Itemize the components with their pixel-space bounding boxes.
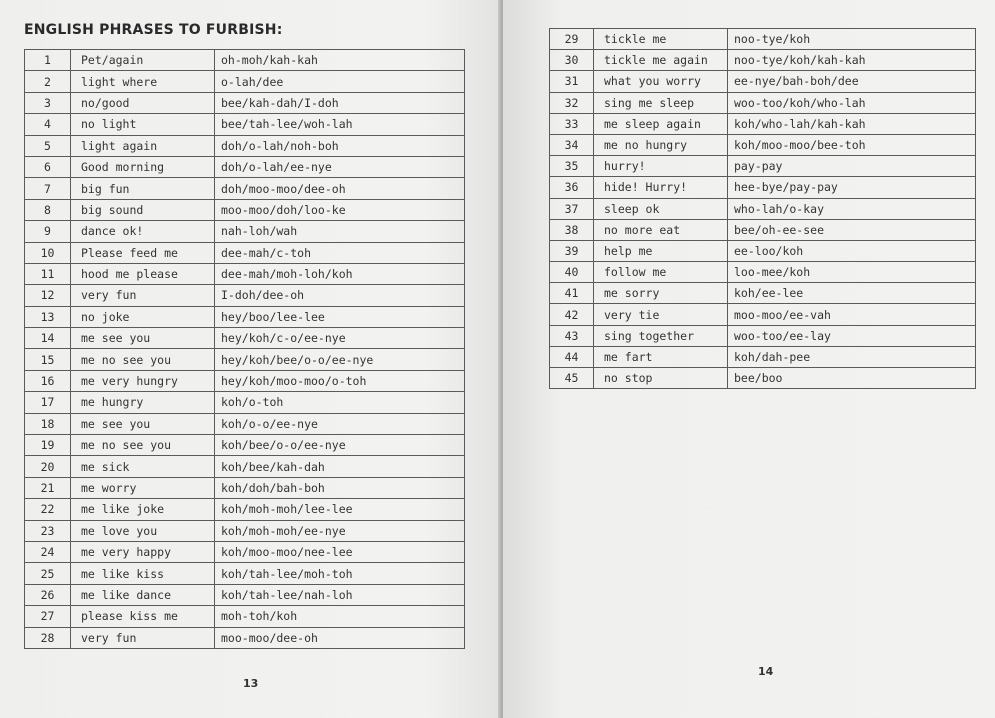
english-phrase: hide! Hurry! bbox=[594, 177, 728, 198]
page-heading: ENGLISH PHRASES TO FURBISH: bbox=[24, 22, 283, 38]
english-phrase: no light bbox=[71, 114, 215, 135]
furbish-phrase: koh/ee-lee bbox=[728, 283, 976, 304]
furbish-phrase: moo-moo/doh/loo-ke bbox=[215, 199, 465, 220]
furbish-phrase: hey/koh/c-o/ee-nye bbox=[215, 328, 465, 349]
row-number: 13 bbox=[25, 306, 71, 327]
furbish-phrase: ee-loo/koh bbox=[728, 240, 976, 261]
english-phrase: me very hungry bbox=[71, 370, 215, 391]
table-row bbox=[550, 283, 976, 304]
table-row bbox=[550, 177, 976, 198]
furbish-phrase: koh/bee/o-o/ee-nye bbox=[215, 435, 465, 456]
row-number: 8 bbox=[25, 199, 71, 220]
table-row bbox=[550, 325, 976, 346]
english-phrase: very fun bbox=[71, 285, 215, 306]
furbish-phrase: koh/doh/bah-boh bbox=[215, 477, 465, 498]
table-row bbox=[25, 92, 465, 113]
table-row bbox=[25, 156, 465, 177]
row-number: 32 bbox=[550, 92, 594, 113]
furbish-phrase: doh/o-lah/noh-boh bbox=[215, 135, 465, 156]
furbish-phrase: noo-tye/koh bbox=[728, 29, 976, 50]
row-number: 20 bbox=[25, 456, 71, 477]
table-row bbox=[25, 349, 465, 370]
table-row bbox=[550, 219, 976, 240]
english-phrase: me no see you bbox=[71, 349, 215, 370]
row-number: 22 bbox=[25, 499, 71, 520]
english-phrase: tickle me bbox=[594, 29, 728, 50]
english-phrase: me no hungry bbox=[594, 134, 728, 155]
table-row bbox=[25, 413, 465, 434]
furbish-phrase: bee/oh-ee-see bbox=[728, 219, 976, 240]
furbish-phrase: koh/o-o/ee-nye bbox=[215, 413, 465, 434]
row-number: 36 bbox=[550, 177, 594, 198]
table-row bbox=[550, 92, 976, 113]
furbish-phrase: who-lah/o-kay bbox=[728, 198, 976, 219]
row-number: 35 bbox=[550, 156, 594, 177]
english-phrase: me sorry bbox=[594, 283, 728, 304]
english-phrase: me like joke bbox=[71, 499, 215, 520]
table-row bbox=[25, 456, 465, 477]
table-row bbox=[25, 627, 465, 648]
table-row bbox=[550, 240, 976, 261]
furbish-phrase: oh-moh/kah-kah bbox=[215, 50, 465, 71]
english-phrase: sleep ok bbox=[594, 198, 728, 219]
row-number: 15 bbox=[25, 349, 71, 370]
furbish-phrase: bee/boo bbox=[728, 368, 976, 389]
row-number: 39 bbox=[550, 240, 594, 261]
furbish-phrase: woo-too/ee-lay bbox=[728, 325, 976, 346]
row-number: 45 bbox=[550, 368, 594, 389]
row-number: 6 bbox=[25, 156, 71, 177]
table-row bbox=[25, 114, 465, 135]
english-phrase: me see you bbox=[71, 328, 215, 349]
row-number: 25 bbox=[25, 563, 71, 584]
furbish-phrase: koh/moh-moh/ee-nye bbox=[215, 520, 465, 541]
english-phrase: Please feed me bbox=[71, 242, 215, 263]
english-phrase: big sound bbox=[71, 199, 215, 220]
table-row bbox=[25, 370, 465, 391]
table-row bbox=[25, 499, 465, 520]
row-number: 12 bbox=[25, 285, 71, 306]
english-phrase: follow me bbox=[594, 262, 728, 283]
row-number: 1 bbox=[25, 50, 71, 71]
english-phrase: me no see you bbox=[71, 435, 215, 456]
row-number: 3 bbox=[25, 92, 71, 113]
row-number: 29 bbox=[550, 29, 594, 50]
english-phrase: sing together bbox=[594, 325, 728, 346]
row-number: 43 bbox=[550, 325, 594, 346]
english-phrase: Good morning bbox=[71, 156, 215, 177]
table-row bbox=[25, 477, 465, 498]
row-number: 34 bbox=[550, 134, 594, 155]
furbish-phrase: woo-too/koh/who-lah bbox=[728, 92, 976, 113]
english-phrase: me see you bbox=[71, 413, 215, 434]
furbish-phrase: koh/moo-moo/bee-toh bbox=[728, 134, 976, 155]
table-row bbox=[25, 199, 465, 220]
row-number: 23 bbox=[25, 520, 71, 541]
furbish-phrase: hey/koh/bee/o-o/ee-nye bbox=[215, 349, 465, 370]
row-number: 4 bbox=[25, 114, 71, 135]
furbish-phrase: dee-mah/c-toh bbox=[215, 242, 465, 263]
row-number: 7 bbox=[25, 178, 71, 199]
table-row bbox=[550, 50, 976, 71]
furbish-phrase: noo-tye/koh/kah-kah bbox=[728, 50, 976, 71]
row-number: 28 bbox=[25, 627, 71, 648]
row-number: 19 bbox=[25, 435, 71, 456]
furbish-phrase: I-doh/dee-oh bbox=[215, 285, 465, 306]
english-phrase: Pet/again bbox=[71, 50, 215, 71]
row-number: 11 bbox=[25, 263, 71, 284]
row-number: 24 bbox=[25, 541, 71, 562]
row-number: 21 bbox=[25, 477, 71, 498]
row-number: 31 bbox=[550, 71, 594, 92]
furbish-phrase: koh/tah-lee/moh-toh bbox=[215, 563, 465, 584]
english-phrase: help me bbox=[594, 240, 728, 261]
english-phrase: me fart bbox=[594, 346, 728, 367]
table-row bbox=[550, 29, 976, 50]
english-phrase: me very happy bbox=[71, 541, 215, 562]
english-phrase: sing me sleep bbox=[594, 92, 728, 113]
table-row bbox=[25, 584, 465, 605]
english-phrase: big fun bbox=[71, 178, 215, 199]
furbish-phrase: koh/tah-lee/nah-loh bbox=[215, 584, 465, 605]
table-row bbox=[550, 368, 976, 389]
table-row bbox=[550, 113, 976, 134]
english-phrase: tickle me again bbox=[594, 50, 728, 71]
table-row bbox=[25, 263, 465, 284]
table-row bbox=[550, 304, 976, 325]
english-phrase: no joke bbox=[71, 306, 215, 327]
english-phrase: dance ok! bbox=[71, 221, 215, 242]
furbish-phrase: hey/boo/lee-lee bbox=[215, 306, 465, 327]
phrase-table-right bbox=[549, 28, 976, 389]
row-number: 18 bbox=[25, 413, 71, 434]
row-number: 38 bbox=[550, 219, 594, 240]
furbish-phrase: koh/who-lah/kah-kah bbox=[728, 113, 976, 134]
furbish-phrase: bee/tah-lee/woh-lah bbox=[215, 114, 465, 135]
english-phrase: me love you bbox=[71, 520, 215, 541]
furbish-phrase: loo-mee/koh bbox=[728, 262, 976, 283]
row-number: 40 bbox=[550, 262, 594, 283]
table-row bbox=[25, 435, 465, 456]
table-row bbox=[25, 563, 465, 584]
english-phrase: hurry! bbox=[594, 156, 728, 177]
table-row bbox=[25, 50, 465, 71]
english-phrase: light again bbox=[71, 135, 215, 156]
table-row bbox=[550, 71, 976, 92]
furbish-phrase: bee/kah-dah/I-doh bbox=[215, 92, 465, 113]
english-phrase: very tie bbox=[594, 304, 728, 325]
table-row bbox=[25, 392, 465, 413]
english-phrase: hood me please bbox=[71, 263, 215, 284]
furbish-phrase: doh/o-lah/ee-nye bbox=[215, 156, 465, 177]
furbish-phrase: doh/moo-moo/dee-oh bbox=[215, 178, 465, 199]
english-phrase: me hungry bbox=[71, 392, 215, 413]
english-phrase: me like kiss bbox=[71, 563, 215, 584]
row-number: 41 bbox=[550, 283, 594, 304]
furbish-phrase: koh/moo-moo/nee-lee bbox=[215, 541, 465, 562]
row-number: 5 bbox=[25, 135, 71, 156]
furbish-phrase: koh/bee/kah-dah bbox=[215, 456, 465, 477]
furbish-phrase: nah-loh/wah bbox=[215, 221, 465, 242]
english-phrase: me worry bbox=[71, 477, 215, 498]
row-number: 16 bbox=[25, 370, 71, 391]
table-row bbox=[550, 198, 976, 219]
furbish-phrase: koh/o-toh bbox=[215, 392, 465, 413]
furbish-phrase: moh-toh/koh bbox=[215, 606, 465, 627]
table-row bbox=[550, 156, 976, 177]
english-phrase: very fun bbox=[71, 627, 215, 648]
furbish-phrase: ee-nye/bah-boh/dee bbox=[728, 71, 976, 92]
furbish-phrase: koh/dah-pee bbox=[728, 346, 976, 367]
row-number: 17 bbox=[25, 392, 71, 413]
furbish-phrase: dee-mah/moh-loh/koh bbox=[215, 263, 465, 284]
row-number: 14 bbox=[25, 328, 71, 349]
row-number: 37 bbox=[550, 198, 594, 219]
table-row bbox=[25, 285, 465, 306]
english-phrase: no more eat bbox=[594, 219, 728, 240]
furbish-phrase: hey/koh/moo-moo/o-toh bbox=[215, 370, 465, 391]
english-phrase: light where bbox=[71, 71, 215, 92]
table-row bbox=[25, 178, 465, 199]
row-number: 30 bbox=[550, 50, 594, 71]
furbish-phrase: moo-moo/dee-oh bbox=[215, 627, 465, 648]
english-phrase: no/good bbox=[71, 92, 215, 113]
furbish-phrase: hee-bye/pay-pay bbox=[728, 177, 976, 198]
english-phrase: no stop bbox=[594, 368, 728, 389]
row-number: 33 bbox=[550, 113, 594, 134]
furbish-phrase: pay-pay bbox=[728, 156, 976, 177]
table-row bbox=[25, 135, 465, 156]
table-row bbox=[550, 262, 976, 283]
english-phrase: me sick bbox=[71, 456, 215, 477]
table-row bbox=[25, 328, 465, 349]
page-number-right: 14 bbox=[758, 665, 774, 678]
row-number: 10 bbox=[25, 242, 71, 263]
furbish-phrase: koh/moh-moh/lee-lee bbox=[215, 499, 465, 520]
furbish-phrase: moo-moo/ee-vah bbox=[728, 304, 976, 325]
table-row bbox=[25, 520, 465, 541]
row-number: 2 bbox=[25, 71, 71, 92]
table-row bbox=[550, 134, 976, 155]
table-row bbox=[25, 541, 465, 562]
phrase-table-left bbox=[24, 49, 465, 649]
english-phrase: what you worry bbox=[594, 71, 728, 92]
row-number: 26 bbox=[25, 584, 71, 605]
row-number: 9 bbox=[25, 221, 71, 242]
english-phrase: please kiss me bbox=[71, 606, 215, 627]
english-phrase: me sleep again bbox=[594, 113, 728, 134]
english-phrase: me like dance bbox=[71, 584, 215, 605]
table-row bbox=[25, 71, 465, 92]
row-number: 27 bbox=[25, 606, 71, 627]
table-row bbox=[25, 242, 465, 263]
table-row bbox=[25, 306, 465, 327]
table-row bbox=[25, 606, 465, 627]
furbish-phrase: o-lah/dee bbox=[215, 71, 465, 92]
table-row bbox=[25, 221, 465, 242]
row-number: 42 bbox=[550, 304, 594, 325]
row-number: 44 bbox=[550, 346, 594, 367]
table-row bbox=[550, 346, 976, 367]
page-number-left: 13 bbox=[243, 677, 259, 690]
